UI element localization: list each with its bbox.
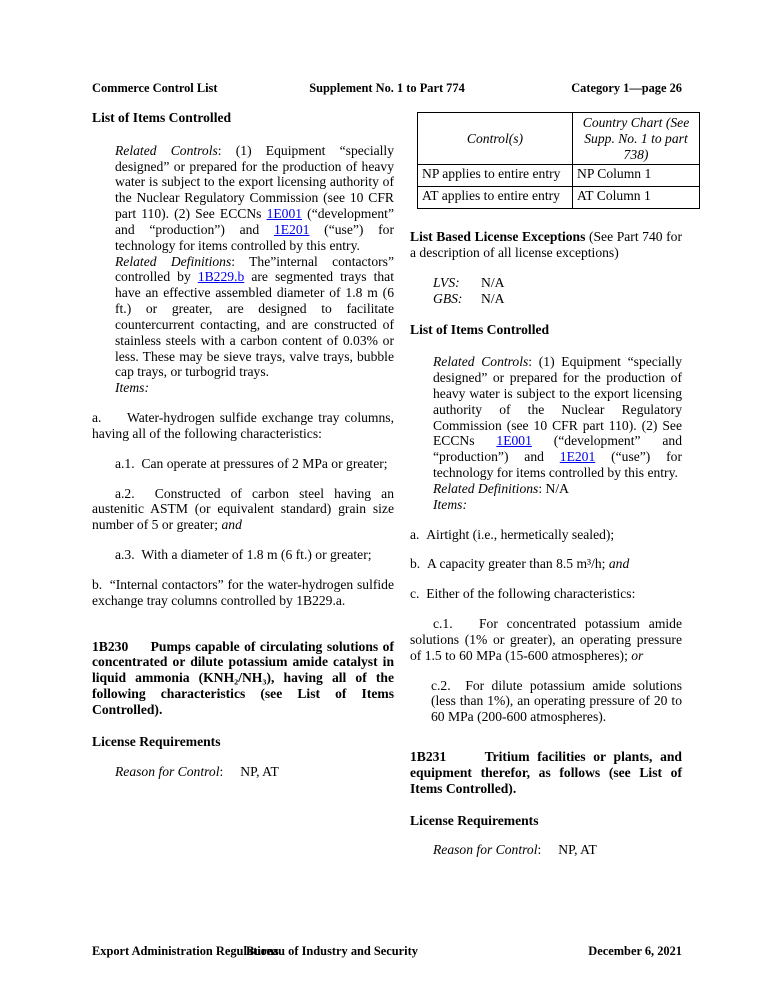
item-c1-text: c.1. For concentrated potassium amide solutions (1% or greater), an operating pressure of 1.5 to 60 MPa (15-600 atmospheres);	[410, 616, 682, 663]
related-controls-label: Related Controls	[115, 142, 218, 158]
reason-for-control-line-left	[115, 764, 394, 780]
link-1B229b[interactable]: 1B229.b	[197, 269, 245, 285]
footer-bureau: Bureau of Industry and Security	[246, 944, 418, 958]
table-header-controls: Control(s)	[418, 113, 573, 165]
link-1E001-right[interactable]: 1E001	[496, 433, 532, 449]
reason-colon: :	[219, 763, 224, 779]
related-definitions-text-1: : The”internal contactors” controlled by	[115, 253, 394, 285]
list-based-license-exceptions-text: (See Part 740 for a description of all license exceptions)	[410, 229, 683, 260]
footer-date: December 6, 2021	[588, 944, 682, 958]
related-controls-text-1-right: : (1) Equipment “specially designed” or prepared for the production of heavy water is subject to the export licensing authority of the Nuclear Regulatory Commission (see 10 CFR part 110). (2) See ECCNs	[433, 354, 682, 449]
table-header-row	[418, 113, 700, 165]
reason-for-control-value-right: NP, AT	[558, 842, 597, 858]
lvs-label: LVS:	[433, 274, 460, 290]
related-definitions-label-right: Related Definitions	[433, 480, 539, 496]
items-label-right: Items:	[433, 496, 467, 512]
heading-list-of-items-controlled: List of Items Controlled	[92, 110, 232, 125]
item-b-text-right: b. A capacity greater than 8.5 m³/h;	[410, 556, 609, 572]
link-1E201-right[interactable]: 1E201	[559, 449, 596, 465]
item-a3-paragraph: a.3. With a diameter of 1.8 m (6 ft.) or greater;	[115, 547, 372, 563]
list-based-license-exceptions-paragraph	[410, 229, 682, 261]
reason-for-control-line-right	[433, 842, 682, 858]
left-column	[92, 110, 394, 779]
table-cell-at-control: AT applies to entire entry	[418, 187, 573, 209]
license-requirements-heading-right: License Requirements	[410, 812, 539, 828]
header-page-number: Category 1—page 26	[571, 81, 682, 95]
eccn-1b231-heading: 1B231 Tritium facilities or plants, and equipment therefor, as follows (see List of Items Controlled).	[410, 749, 682, 796]
related-definitions-label: Related Definitions	[115, 253, 232, 269]
item-c-paragraph-right: c. Either of the following characteristics:	[410, 586, 636, 602]
related-controls-text-2: (“development” and “production”) and	[115, 206, 394, 237]
header-doc-title: Commerce Control List	[92, 81, 218, 95]
eccn-1b230-heading: 1B230 Pumps capable of circulating solutions of concentrated or dilute potassium amide catalyst in liquid ammonia (KNH₂/NH₃), having all of the following characteristics (see List of Items Controlled).	[92, 638, 394, 717]
related-controls-text-2-right: (“development” and “production”) and	[433, 433, 682, 465]
list-based-license-exceptions-label: List Based License Exceptions	[410, 229, 586, 245]
item-b-paragraph: b. “Internal contactors” for the water-hydrogen sulfide exchange tray columns controlled by 1B229.a.	[92, 576, 394, 608]
item-c2-paragraph: c.2. For dilute potassium amide solutions (less than 1%), an operating pressure of 20 to 60 MPa (200-600 atmospheres).	[431, 677, 682, 725]
item-c1-or: or	[631, 647, 644, 663]
table-cell-np-chart: NP Column 1	[573, 165, 700, 187]
link-1E201[interactable]: 1E201	[273, 221, 310, 237]
table-header-country-chart: Country Chart (See Supp. No. 1 to part 738)	[573, 113, 700, 165]
item-a-paragraph-right: a. Airtight (i.e., hermetically sealed);	[410, 526, 615, 542]
link-1E001[interactable]: 1E001	[266, 206, 303, 222]
gbs-label: GBS:	[433, 290, 463, 306]
table-cell-np-control: NP applies to entire entry	[418, 165, 573, 187]
item-a1-paragraph: a.1. Can operate at pressures of 2 MPa or greater;	[115, 455, 388, 471]
header-supplement: Supplement No. 1 to Part 774	[309, 81, 465, 95]
related-controls-text-3-right: (“use”) for technology for items controlled by this entry.	[433, 449, 682, 481]
item-b-paragraph-right	[410, 556, 682, 572]
license-requirements-heading-left: License Requirements	[92, 733, 221, 749]
gbs-value: N/A	[481, 290, 505, 306]
reason-for-control-label-right: Reason for Control	[433, 842, 538, 858]
related-definitions-line-right	[433, 481, 682, 497]
items-label: Items:	[115, 380, 149, 396]
lvs-line	[433, 275, 682, 291]
item-a-paragraph: a. Water-hydrogen sulfide exchange tray columns, having all of the following characteristics:	[92, 410, 394, 441]
reason-for-control-value: NP, AT	[240, 763, 279, 779]
heading-list-of-items-controlled-right: List of Items Controlled	[410, 322, 550, 338]
table-row-np	[418, 165, 700, 187]
table-cell-at-chart: AT Column 1	[573, 187, 700, 209]
gbs-line	[433, 291, 682, 307]
item-a2-text: a.2. Constructed of carbon steel having an austenitic ASTM (or equivalent standard) grain size number of 5 or greater;	[92, 485, 394, 533]
item-a2-and: and	[221, 517, 242, 533]
item-a2-paragraph	[92, 486, 394, 533]
right-column	[410, 110, 690, 858]
related-controls-paragraph	[115, 143, 394, 254]
country-chart-table	[417, 112, 700, 209]
item-b-and: and	[608, 556, 630, 572]
related-definitions-value-right: : N/A	[538, 480, 569, 496]
item-c1-paragraph	[410, 616, 682, 663]
footer-regulations: Export Administration Regulations	[92, 944, 279, 958]
reason-colon-right: :	[537, 842, 542, 858]
related-block	[115, 143, 394, 396]
related-controls-text-1: : (1) Equipment “specially designed” or prepared for the production of heavy water is subject to the export licensing authority of the Nuclear Regulatory Commission (see 10 CFR part 110). (2) See ECCNs	[115, 142, 394, 222]
lvs-value: N/A	[481, 274, 505, 290]
related-definitions-text-2: are segmented trays that have an effective assembled diameter of 1.8 m (6 ft.) or greater, are designed to facilitate countercurrent contacting, and are constructed of stainless steels with a carbon content of 0.03% or less. These may be sieve trays, valve trays, bubble cap trays, or turbogrid trays.	[115, 269, 394, 380]
table-row-at	[418, 187, 700, 209]
related-controls-label-right: Related Controls	[433, 354, 529, 370]
related-definitions-paragraph	[115, 254, 394, 381]
reason-for-control-label: Reason for Control	[115, 763, 220, 779]
related-block-right	[433, 354, 682, 512]
related-controls-text-3: (“use”) for technology for items controlled by this entry.	[115, 221, 394, 253]
related-controls-paragraph-right	[433, 354, 682, 481]
